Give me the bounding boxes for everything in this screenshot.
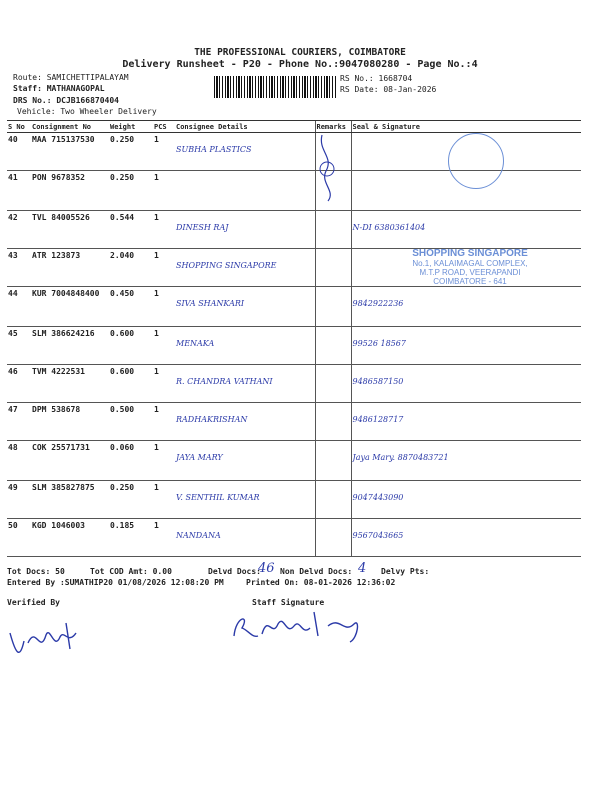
row-pcs: 1: [153, 441, 175, 481]
row-seal: 9486587150: [351, 365, 581, 403]
stamp-line2: M.T.P ROAD, VEERAPANDI: [419, 268, 521, 277]
row-weight: 0.450: [109, 287, 153, 327]
runsheet-title: Delivery Runsheet - P20 - Phone No.:9047080280 - Page No.:4: [122, 59, 478, 70]
row-remarks: [315, 403, 351, 441]
col-pcs: PCS: [153, 121, 175, 133]
non-delivered-docs-value: 4: [358, 561, 367, 576]
entered-by: Entered By :SUMATHIP20 01/08/2026 12:08:20 PM: [7, 578, 224, 587]
verified-by-label: Verified By: [7, 598, 60, 607]
row-remarks: [315, 249, 351, 287]
delivery-points: Delvy Pts:: [381, 567, 430, 576]
drs-number: DRS No.: DCJB166870404: [13, 96, 119, 105]
row-sno: 40: [7, 133, 31, 171]
verifier-signature: [6, 615, 96, 665]
row-weight: 0.600: [109, 365, 153, 403]
row-pcs: 1: [153, 481, 175, 519]
staff: Staff: MATHANAGOPAL: [13, 84, 105, 93]
row-consignee: MENAKA: [175, 327, 315, 365]
company-stamp: [380, 248, 560, 286]
table-row: [7, 441, 581, 481]
row-sno: 44: [7, 287, 31, 327]
row-weight: 0.185: [109, 519, 153, 557]
row-remarks: [315, 481, 351, 519]
row-sno: 45: [7, 327, 31, 365]
row-consignment: TVL 84005526: [31, 211, 109, 249]
row-consignment: COK 25571731: [31, 441, 109, 481]
remark-scribble: [316, 131, 338, 203]
row-consignee: SIVA SHANKARI: [175, 287, 315, 327]
row-weight: 2.040: [109, 249, 153, 287]
table-row: [7, 365, 581, 403]
row-pcs: 1: [153, 403, 175, 441]
row-seal: 9486128717: [351, 403, 581, 441]
row-consignee: DINESH RAJ: [175, 211, 315, 249]
row-pcs: 1: [153, 365, 175, 403]
staff-signature-label: Staff Signature: [252, 598, 325, 607]
row-consignment: SLM 385827875: [31, 481, 109, 519]
table-row: [7, 403, 581, 441]
row-pcs: 1: [153, 249, 175, 287]
vehicle: Vehicle: Two Wheeler Delivery: [17, 107, 157, 116]
row-remarks: [315, 327, 351, 365]
row-consignment: SLM 386624216: [31, 327, 109, 365]
row-consignee: R. CHANDRA VATHANI: [175, 365, 315, 403]
row-sno: 43: [7, 249, 31, 287]
row-consignee: RADHAKRISHAN: [175, 403, 315, 441]
col-remarks: Remarks: [315, 121, 351, 133]
barcode: [214, 76, 336, 98]
table-row: [7, 287, 581, 327]
row-consignment: PON 9678352: [31, 171, 109, 211]
row-pcs: 1: [153, 133, 175, 171]
row-remarks: [315, 519, 351, 557]
stamp-name: SHOPPING SINGAPORE: [412, 248, 528, 259]
delivered-docs-label: Delvd Docs:: [208, 567, 261, 576]
row-pcs: 1: [153, 211, 175, 249]
row-consignment: KGD 1046003: [31, 519, 109, 557]
printed-on: Printed On: 08-01-2026 12:36:02: [246, 578, 396, 587]
row-seal: Jaya Mary. 8870483721: [351, 441, 581, 481]
row-remarks: [315, 287, 351, 327]
row-seal: 99526 18567: [351, 327, 581, 365]
row-pcs: 1: [153, 519, 175, 557]
row-weight: 0.500: [109, 403, 153, 441]
table-row: [7, 327, 581, 365]
row-consignment: ATR 123873: [31, 249, 109, 287]
round-stamp: [448, 133, 504, 189]
stamp-line3: COIMBATORE - 641: [433, 277, 507, 286]
row-sno: 50: [7, 519, 31, 557]
row-consignment: KUR 7004848400: [31, 287, 109, 327]
col-consignee: Consignee Details: [175, 121, 315, 133]
staff-signature: [228, 606, 378, 646]
col-weight: Weight: [109, 121, 153, 133]
rs-date: RS Date: 08-Jan-2026: [340, 85, 437, 94]
row-weight: 0.060: [109, 441, 153, 481]
table-header-row: [7, 121, 581, 133]
row-seal: 9567043665: [351, 519, 581, 557]
total-docs: Tot Docs: 50: [7, 567, 65, 576]
row-sno: 42: [7, 211, 31, 249]
row-remarks: [315, 365, 351, 403]
rs-number: RS No.: 1668704: [340, 74, 413, 83]
row-sno: 48: [7, 441, 31, 481]
company-name: THE PROFESSIONAL COURIERS, COIMBATORE: [194, 47, 406, 58]
row-sno: 46: [7, 365, 31, 403]
row-weight: 0.600: [109, 327, 153, 365]
row-pcs: 1: [153, 287, 175, 327]
row-consignment: DPM 538678: [31, 403, 109, 441]
row-pcs: 1: [153, 327, 175, 365]
delivered-docs-value: 46: [258, 561, 275, 576]
row-consignee: SHOPPING SINGAPORE: [175, 249, 315, 287]
col-seal: Seal & Signature: [351, 121, 581, 133]
row-seal: 9842922236: [351, 287, 581, 327]
table-row: [7, 481, 581, 519]
row-sno: 47: [7, 403, 31, 441]
row-consignee: SUBHA PLASTICS: [175, 133, 315, 171]
table-row: [7, 211, 581, 249]
row-remarks: [315, 441, 351, 481]
runsheet-table: [7, 120, 581, 557]
row-weight: 0.250: [109, 133, 153, 171]
col-sno: S No: [7, 121, 31, 133]
row-consignee: [175, 171, 315, 211]
row-remarks: [315, 211, 351, 249]
non-delivered-docs-label: Non Delvd Docs:: [280, 567, 353, 576]
row-sno: 41: [7, 171, 31, 211]
row-weight: 0.250: [109, 481, 153, 519]
row-consignee: JAYA MARY: [175, 441, 315, 481]
row-seal: N-DI 6380361404: [351, 211, 581, 249]
row-weight: 0.250: [109, 171, 153, 211]
route: Route: SAMICHETTIPALAYAM: [13, 73, 129, 82]
total-cod: Tot COD Amt: 0.00: [90, 567, 172, 576]
row-weight: 0.544: [109, 211, 153, 249]
row-consignment: MAA 715137530: [31, 133, 109, 171]
row-consignment: TVM 4222531: [31, 365, 109, 403]
row-consignee: NANDANA: [175, 519, 315, 557]
row-sno: 49: [7, 481, 31, 519]
table-row: [7, 519, 581, 557]
row-pcs: 1: [153, 171, 175, 211]
row-seal: 9047443090: [351, 481, 581, 519]
col-consignment: Consignment No: [31, 121, 109, 133]
stamp-line1: No.1, KALAIMAGAL COMPLEX,: [412, 259, 528, 268]
row-consignee: V. SENTHIL KUMAR: [175, 481, 315, 519]
